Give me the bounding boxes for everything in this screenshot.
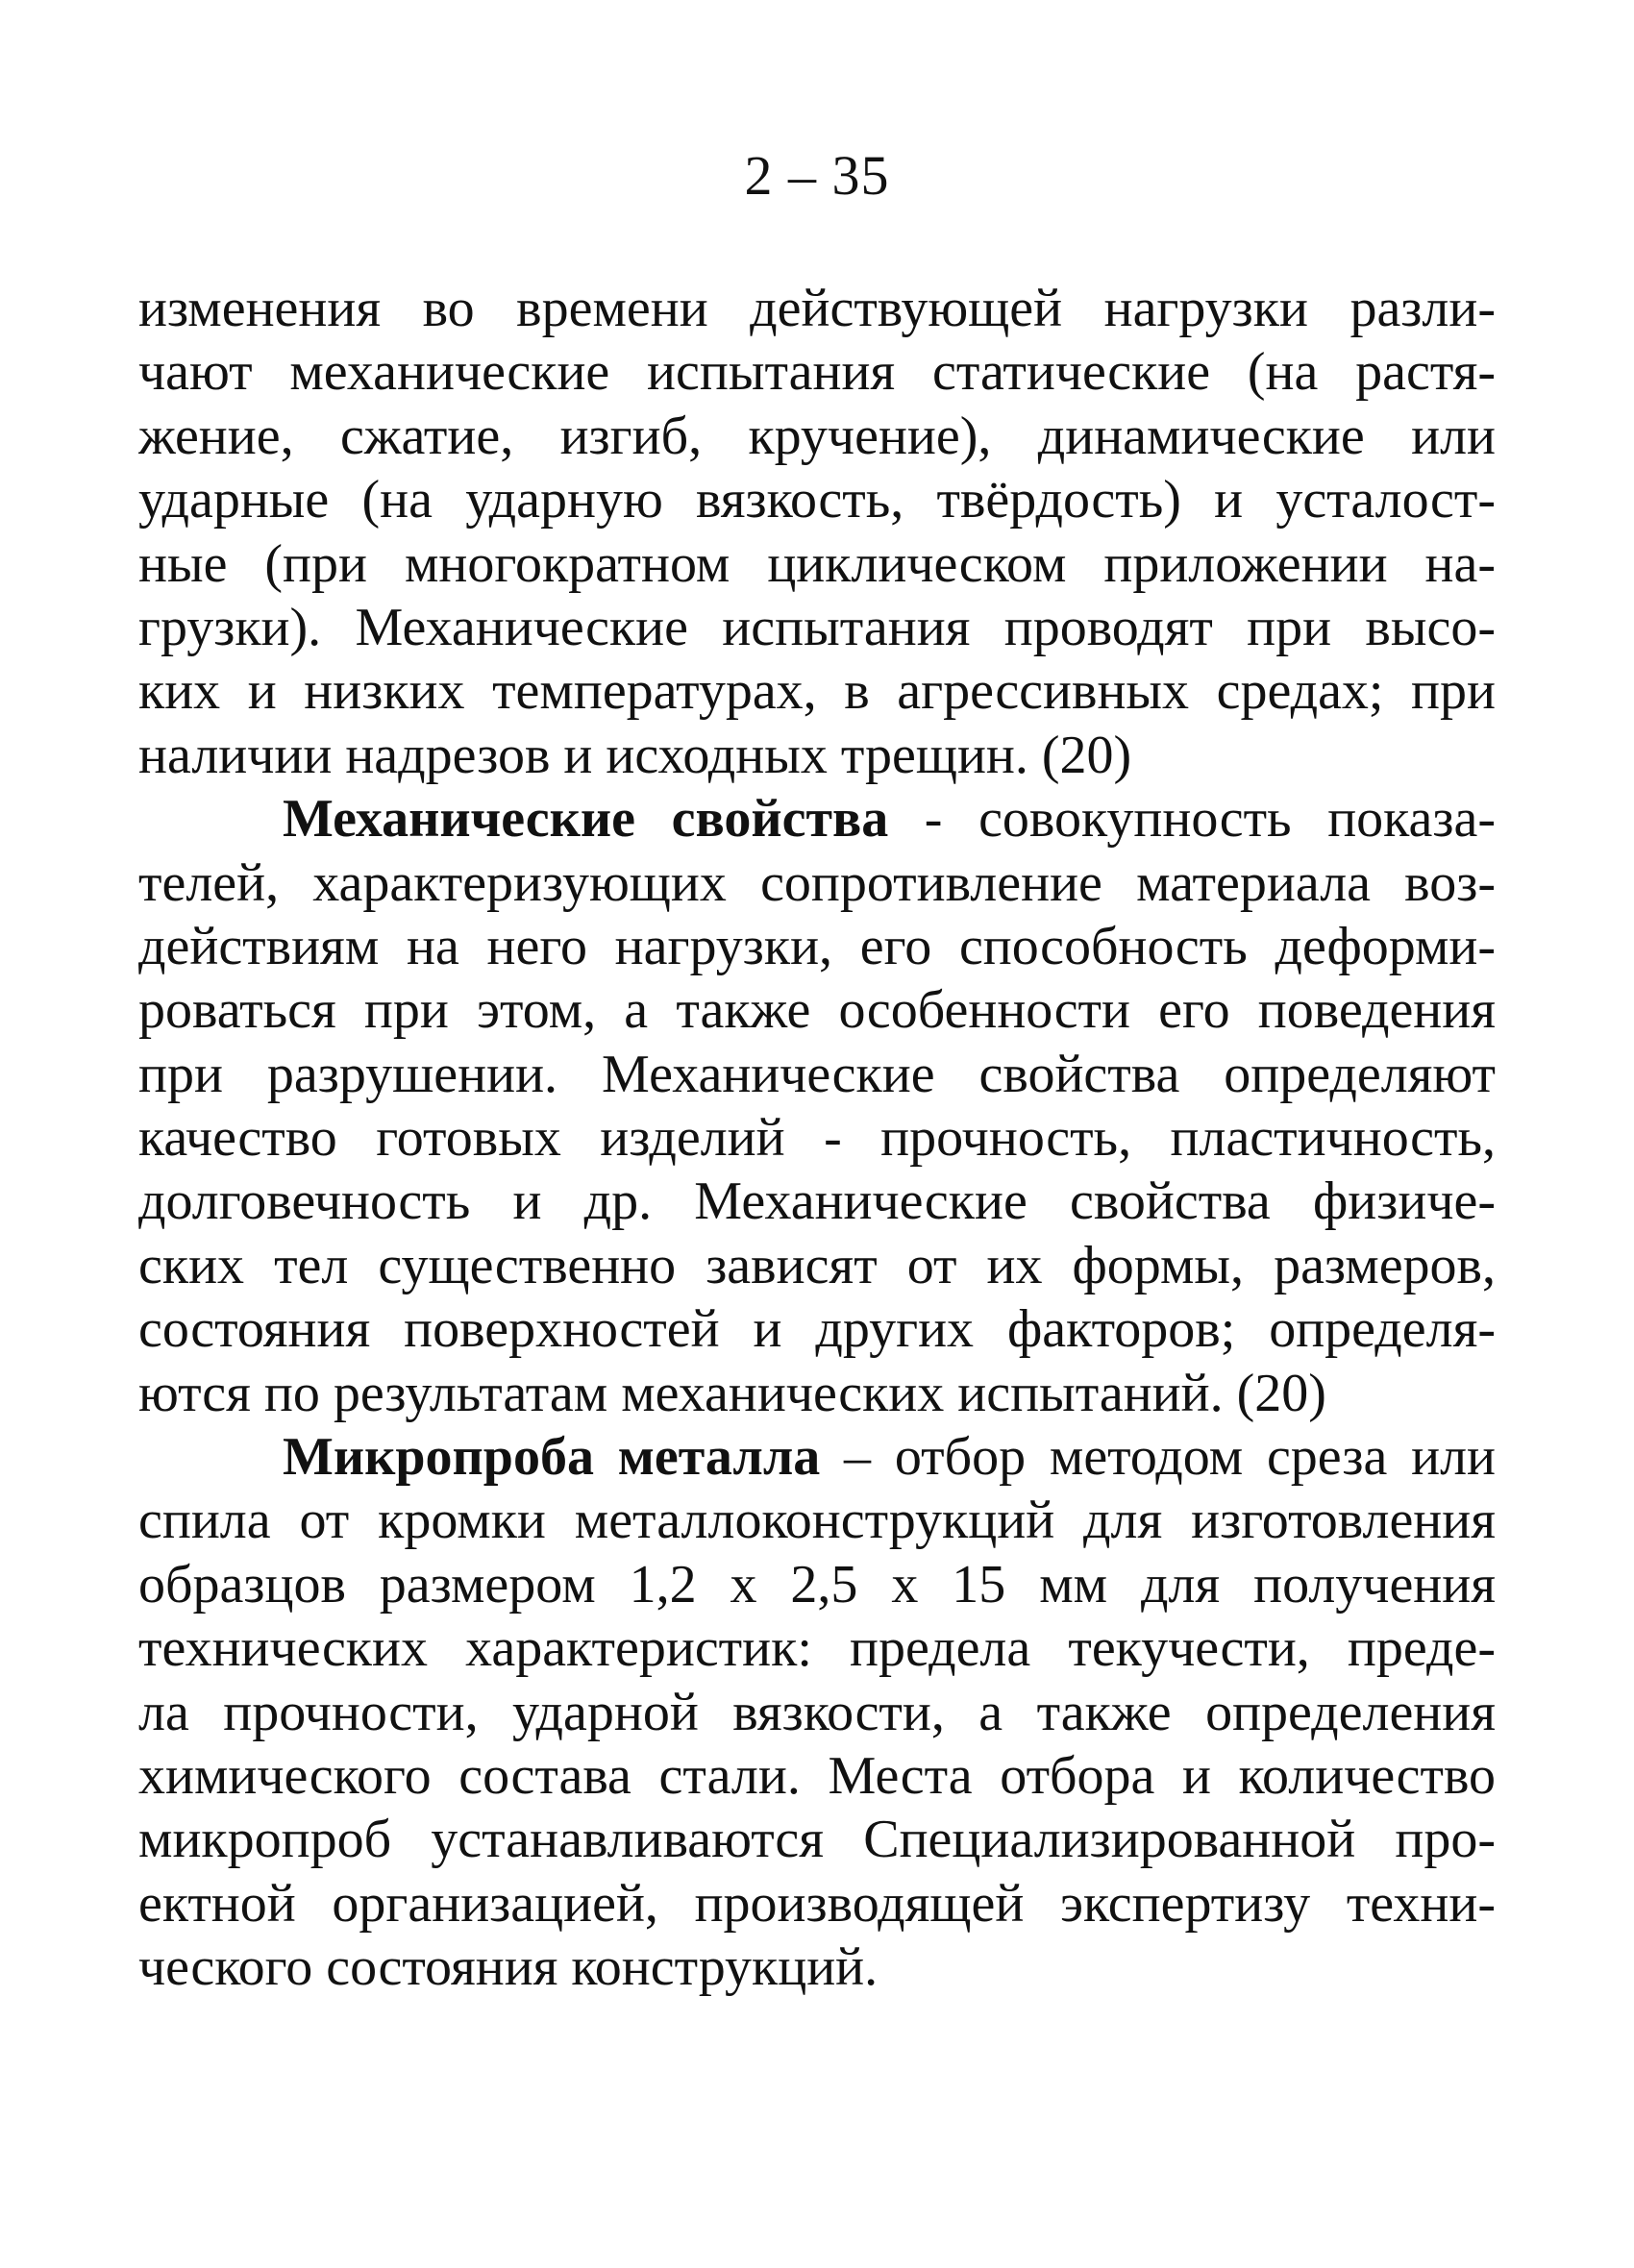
term-heading: Механические свойства [283, 789, 889, 850]
paragraph-metal-microsample [138, 1425, 1496, 2000]
term-definition-start: – отбор методом среза или [820, 1427, 1496, 1488]
text-line: телей, характеризующих сопротивление материала воз- [138, 852, 1496, 913]
text-line: долговечность и др. Механические свойства физиче- [138, 1171, 1496, 1232]
text-line: при разрушении. Механические свойства определяют [138, 1044, 1496, 1104]
term-definition-start: - совокупность показа- [888, 789, 1496, 850]
text-line: ла прочности, ударной вязкости, а также определения [138, 1682, 1496, 1742]
text-line [138, 787, 1496, 850]
text-line [138, 1425, 1496, 1489]
text-line: ческого состояния конструкций. [138, 1937, 879, 1998]
text-line: ются по результатам механических испытаний. (20) [138, 1363, 1326, 1423]
text-line: ударные (на ударную вязкость, твёрдость) и усталост- [138, 470, 1496, 530]
text-line: химического состава стали. Места отбора и количество [138, 1745, 1496, 1806]
text-line: ектной организацией, производящей экспертизу техни- [138, 1873, 1496, 1934]
text-line: жение, сжатие, изгиб, кручение), динамические или [138, 406, 1496, 466]
text-line: технических характеристик: предела текучести, преде- [138, 1618, 1496, 1679]
text-line: изменения во времени действующей нагрузки разли- [138, 279, 1496, 338]
paragraph-mechanical-properties [138, 787, 1496, 1425]
document-body [138, 277, 1496, 2000]
text-line: действиям на него нагрузки, его способность деформи- [138, 916, 1496, 976]
page-number: 2 – 35 [744, 144, 890, 207]
text-line: наличии надрезов и исходных трещин. (20) [138, 725, 1132, 785]
text-line: образцов размером 1,2 х 2,5 х 15 мм для получения [138, 1554, 1496, 1615]
text-line: грузки). Механические испытания проводят при высо- [138, 597, 1496, 657]
text-line: ких и низких температурах, в агрессивных средах; при [138, 661, 1496, 722]
text-line: ских тел существенно зависят от их формы, размеров, [138, 1235, 1496, 1295]
paragraph-tests-continuation [138, 277, 1496, 787]
text-line: состояния поверхностей и других факторов; определя- [138, 1299, 1496, 1360]
term-heading: Микропроба металла [283, 1427, 821, 1488]
text-line: спила от кромки металлоконструкций для изготовления [138, 1491, 1496, 1551]
text-line: чают механические испытания статические (на растя- [138, 342, 1496, 403]
text-line: роваться при этом, а также особенности его поведения [138, 980, 1496, 1041]
text-line: качество готовых изделий - прочность, пластичность, [138, 1108, 1496, 1169]
text-line: ные (при многократном циклическом приложении на- [138, 533, 1496, 594]
text-line: микропроб устанавливаются Специализированной про- [138, 1810, 1496, 1870]
